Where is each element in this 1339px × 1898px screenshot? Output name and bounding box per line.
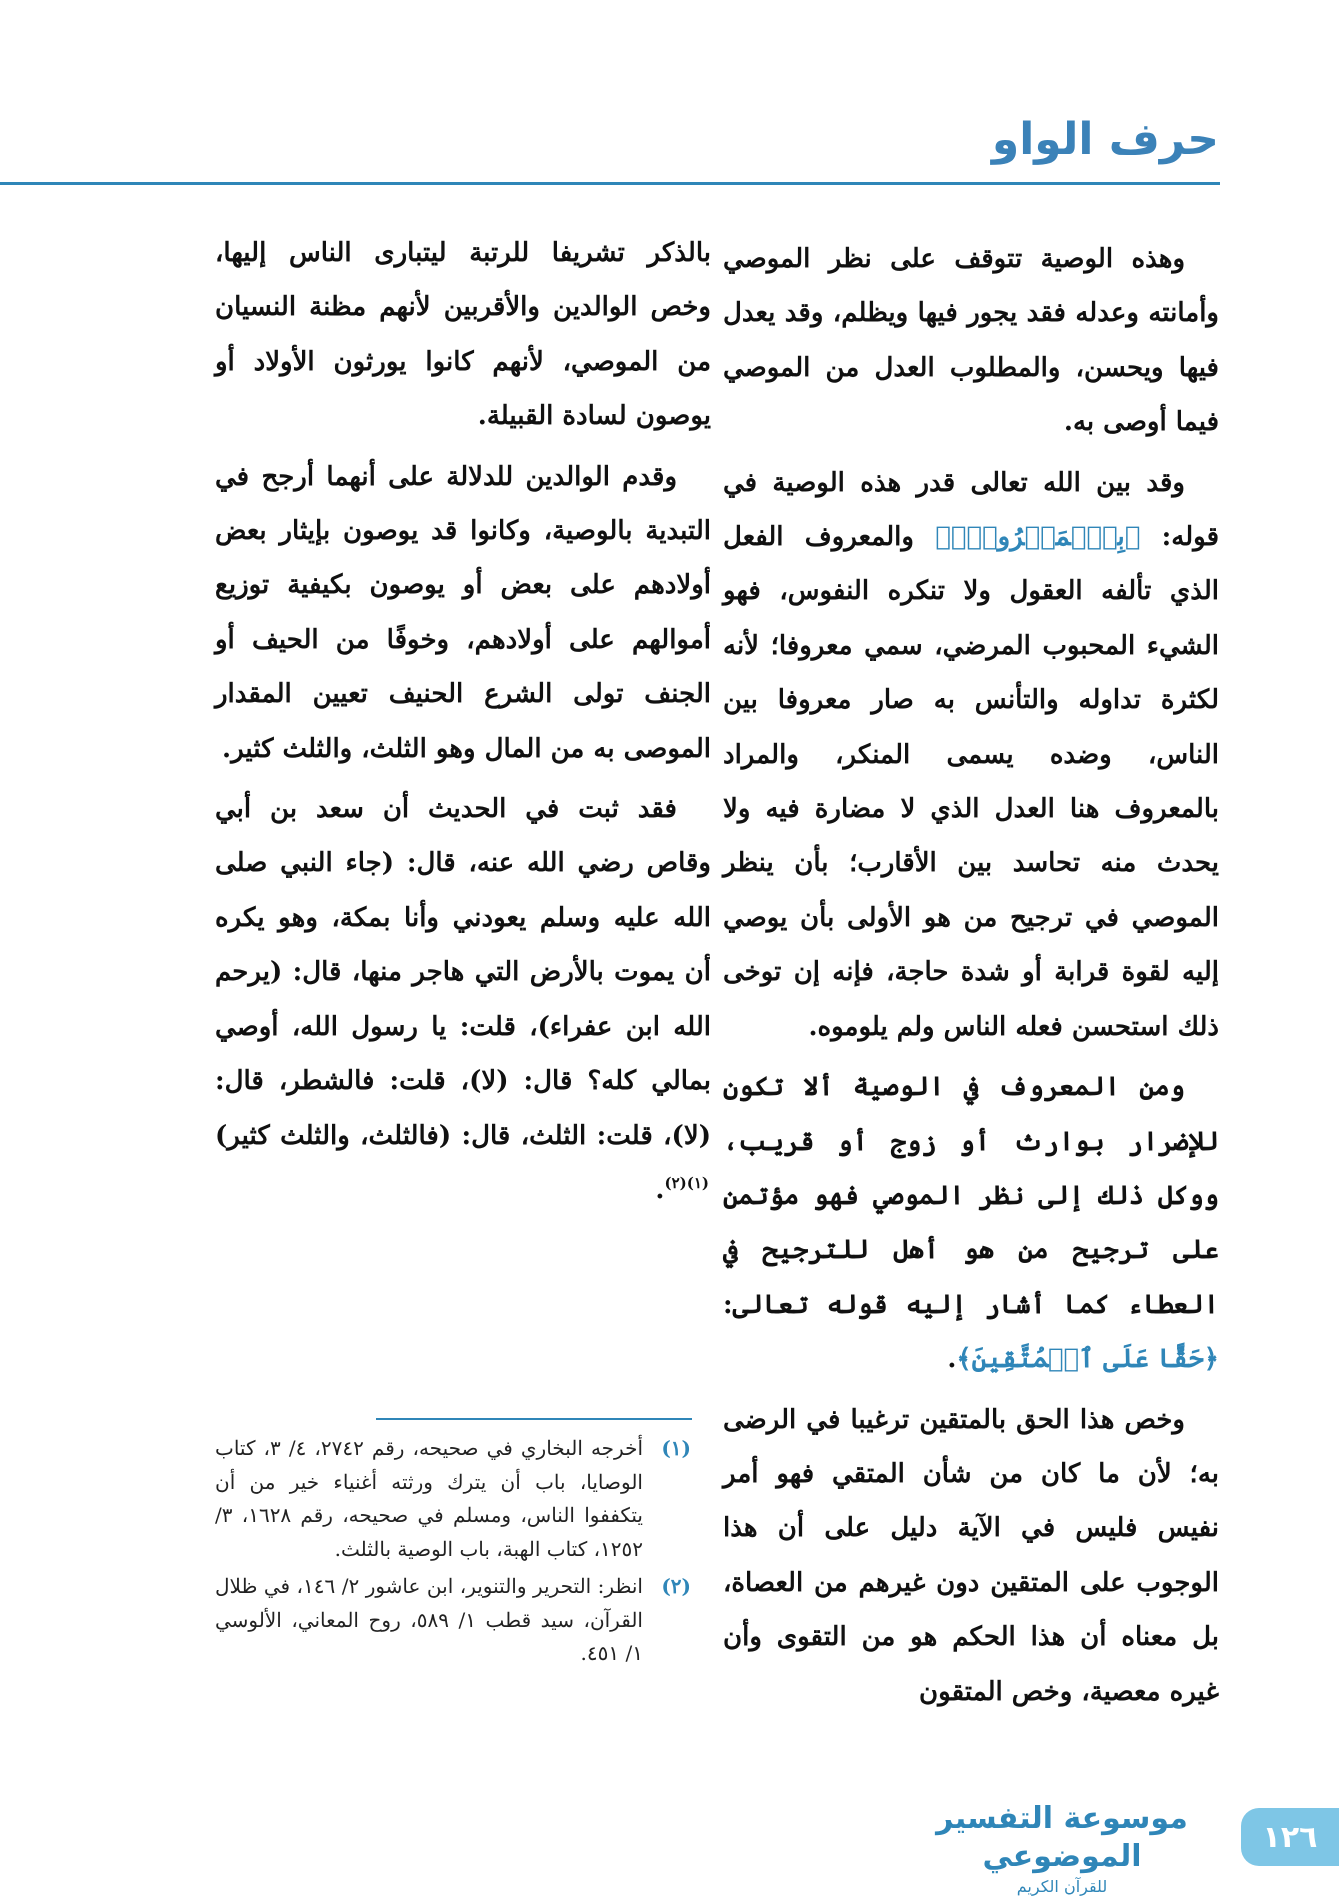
paragraph [723,456,1219,1054]
paragraph [723,1060,1219,1386]
page-number: ١٢٦ [1241,1808,1339,1866]
footnote [215,1432,691,1566]
paragraph-text: ومن المعروف في الوصية ألا تكون للإضرار بوارث أو زوج أو قريب، ووكل ذلك إلى نظر الموصي فهو مؤتمن على ترجيح من هو أهل للترجيح في العطاء كما أشار إليه قوله تعالى: [723,1072,1219,1320]
footnote-reference[interactable]: (١)(٢) [664,1174,709,1193]
header-divider [0,182,1220,185]
footnote [215,1570,691,1671]
footnote-text: انظر: التحرير والتنوير، ابن عاشور ٢/ ١٤٦، في ظلال القرآن، سيد قطب ١/ ٥٨٩، روح المعاني، الألوسي ١/ ٤٥١. [215,1574,643,1665]
logo-title: موسوعة التفسير الموضوعي [936,1801,1188,1874]
paragraph-text: . [947,1344,957,1375]
footnotes [215,1432,691,1675]
paragraph-text: فقد ثبت في الحديث أن سعد بن أبي وقاص رضي الله عنه، قال: (جاء النبي صلى الله عليه وسلم يعودني وأنا بمكة، وهو يكره أن يموت بالأرض التي هاجر منها، قال: (يرحم الله ابن عفراء)، قلت: يا رسول الله، أوصي بمالي كله؟ قال: (لا)، قلت: فالشطر، قال: (لا)، قلت: الثلث، قال: (فالثلث، والثلث كثير) [215,794,711,1151]
paragraph: بالذكر تشريفا للرتبة ليتبارى الناس إليها، وخص الوالدين والأقربين لأنهم مظنة النسيان من الموصي، لأنهم كانوا يورثون الأولاد أو يوصون لسادة القبيلة. [215,238,711,432]
text-column-right [723,232,1219,1725]
paragraph: وهذه الوصية تتوقف على نظر الموصي وأمانته وعدله فقد يجور فيها ويظلم، وقد يعدل فيها ويحسن، والمطلوب العدل من الموصي فيما أوصى به. [723,244,1219,438]
paragraph: وقدم الوالدين للدلالة على أنهما أرجح في التبدية بالوصية، وكانوا قد يوصون بإيثار بعض أولادهم على بعض أو يوصون بكيفية توزيع أموالهم على أولادهم، وخوفًا من الحيف أو الجنف تولى الشرع الحنيف تعيين المقدار الموصى به من المال وهو الثلث، والثلث كثير. [215,461,711,764]
footnote-number: (١) [661,1436,691,1460]
paragraph [215,782,711,1217]
quran-verse: ﴿حَقًّا عَلَى ٱلۡمُتَّقِينَ﴾ [956,1344,1219,1375]
encyclopedia-logo [922,1800,1202,1896]
logo-subtitle: للقرآن الكريم [1016,1877,1108,1896]
paragraph-text: . [655,1174,665,1205]
chapter-title: حرف الواو [991,114,1219,165]
footnote-divider [376,1418,692,1420]
text-column-left [215,226,711,1223]
footnote-number: (٢) [661,1574,691,1598]
paragraph: وخص هذا الحق بالمتقين ترغيبا في الرضى به؛ لأن ما كان من شأن المتقي فهو أمر نفيس فليس في الآية دليل على أن هذا الوجوب على المتقين دون غيرهم من العصاة، بل معناه أن هذا الحكم هو من التقوى وأن غيره معصية، وخص المتقون [723,1404,1220,1707]
quran-verse: ﴿بِٱلۡمَعۡرُوفِۖ﴾ [935,522,1141,553]
paragraph-text: والمعروف الفعل الذي تألفه العقول ولا تنكره النفوس، فهو الشيء المحبوب المرضي، سمي معروفا؛ لأنه لكثرة تداوله والتأنس به صار معروفا بين الناس، وضده يسمى المنكر، والمراد بالمعروف هنا العدل الذي لا مضارة فيه ولا يحدث منه تحاسد بين الأقارب؛ بأن ينظر الموصي في ترجيح من هو الأولى بأن يوصي إليه لقوة قرابة أو شدة حاجة، فإنه إن توخى ذلك استحسن فعله الناس ولم يلوموه. [723,522,1219,1042]
paragraph-text: وقد بين الله تعالى قدر هذه الوصية في قوله: [723,467,1219,553]
footnote-text: أخرجه البخاري في صحيحه، رقم ٢٧٤٢، ٤/ ٣، كتاب الوصايا، باب أن يترك ورثته أغنياء خير من أن يتكففوا الناس، ومسلم في صحيحه، رقم ١٦٢٨، ٣/ ١٢٥٢، كتاب الهبة، باب الوصية بالثلث. [215,1436,643,1561]
